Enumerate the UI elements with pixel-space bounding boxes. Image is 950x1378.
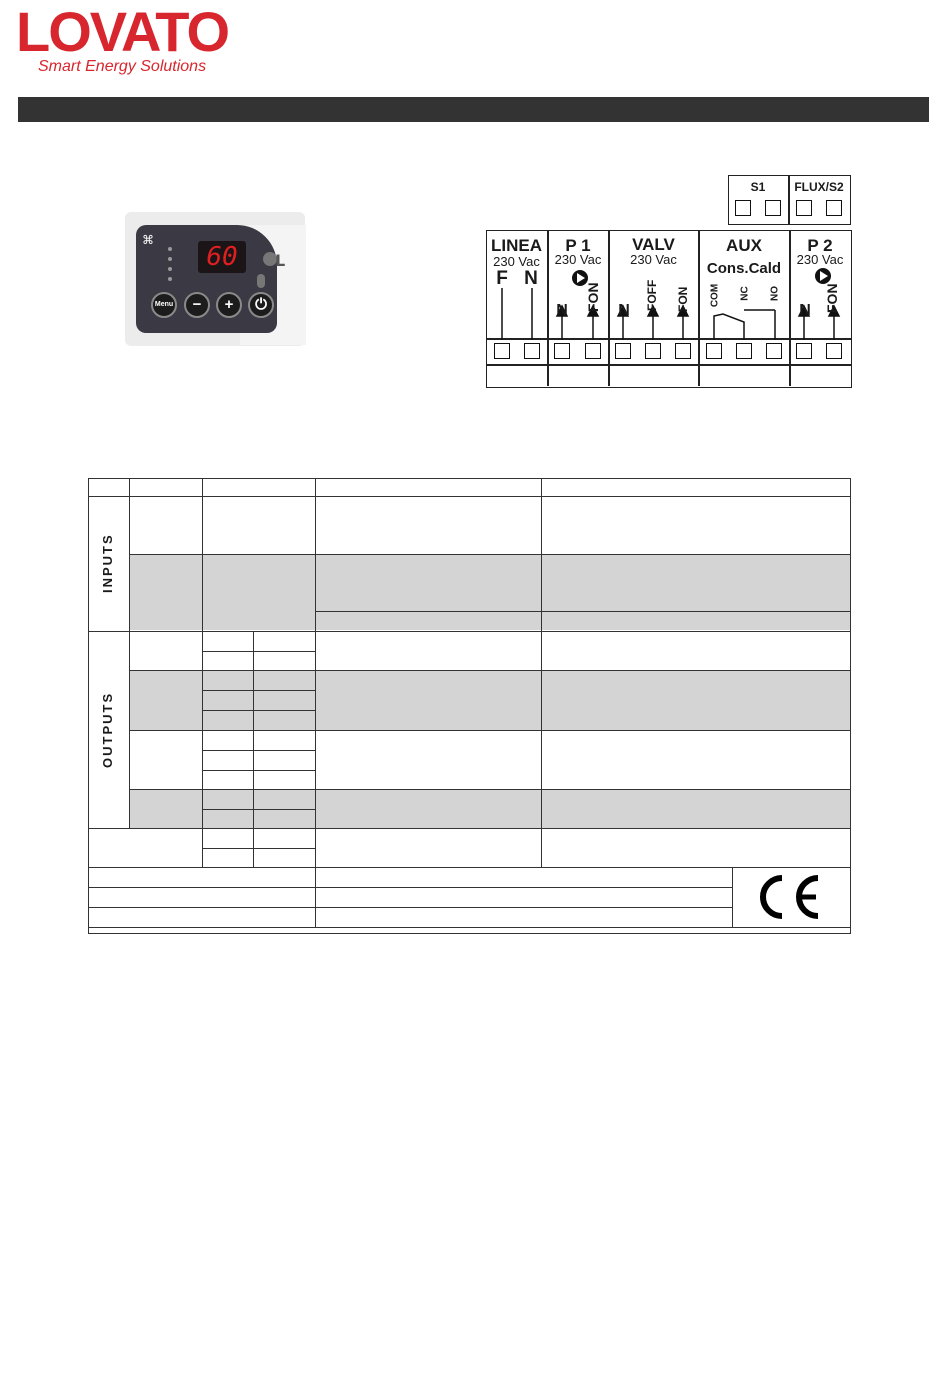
table-line <box>202 809 315 810</box>
linea-sub: 230 Vac <box>493 254 540 269</box>
terminal-screw <box>494 343 510 359</box>
minus-button[interactable]: − <box>184 292 210 318</box>
table-line <box>202 710 315 711</box>
outputs-label: OUTPUTS <box>100 691 115 768</box>
pin-label: FON <box>585 282 601 312</box>
shaded-row <box>129 554 850 630</box>
terminal-screw <box>585 343 601 359</box>
l-icon <box>262 248 286 270</box>
terminal-screw <box>675 343 691 359</box>
table-line <box>202 750 315 751</box>
terminal-screw <box>615 343 631 359</box>
p1-sub: 230 Vac <box>554 252 602 267</box>
valv-sub: 230 Vac <box>630 252 677 267</box>
terminal-screw <box>736 343 752 359</box>
table-line <box>541 478 542 867</box>
table-line <box>88 907 732 908</box>
ce-mark-icon <box>752 872 824 922</box>
terminal-screw <box>796 200 812 216</box>
wiring-arrows <box>486 260 850 340</box>
p2-sub: 230 Vac <box>796 252 844 267</box>
svg-text:L: L <box>275 251 286 270</box>
pin-label: N <box>799 302 811 319</box>
table-line <box>88 867 851 868</box>
table-line <box>732 867 733 927</box>
terminal-screw <box>765 200 781 216</box>
brand-logo: LOVATO <box>16 0 228 63</box>
pin-label: N <box>556 302 568 319</box>
aux-sub: Cons.Cald <box>706 260 782 277</box>
table-line <box>88 927 851 928</box>
shaded-row <box>129 671 850 730</box>
linea-title: LINEA <box>491 236 542 255</box>
table-line <box>202 651 315 652</box>
drop-icon <box>257 274 265 288</box>
terminal-screw <box>645 343 661 359</box>
table-line <box>129 478 130 828</box>
table-line <box>202 770 315 771</box>
p1-title: P 1 <box>565 236 591 255</box>
led-2 <box>168 257 172 261</box>
terminal-row-line <box>486 364 851 366</box>
terminal-screw <box>706 343 722 359</box>
table-line <box>202 478 203 867</box>
pump-icon: ⌘ <box>142 233 154 247</box>
pin-label: FON <box>676 286 690 312</box>
terminal-screw <box>796 343 812 359</box>
table-line <box>253 631 254 867</box>
table-line <box>129 670 851 671</box>
table-line <box>202 690 315 691</box>
led-1 <box>168 247 172 251</box>
table-line <box>129 554 851 555</box>
aux-title: AUX <box>726 236 762 255</box>
flux-s2-label: FLUX/S2 <box>794 180 844 194</box>
terminal-screw <box>826 200 842 216</box>
brand-tagline: Smart Energy Solutions <box>38 58 207 75</box>
table-line <box>315 611 851 612</box>
inputs-label: INPUTS <box>100 533 115 593</box>
terminal-screw <box>524 343 540 359</box>
pin-label: F <box>496 268 508 289</box>
device-display: 60 <box>198 241 246 273</box>
power-button[interactable]: ⏻ <box>248 292 274 318</box>
terminal-screw <box>826 343 842 359</box>
table-line <box>129 730 851 731</box>
menu-button[interactable]: Menu <box>151 292 177 318</box>
plus-button[interactable]: + <box>216 292 242 318</box>
pin-label: FON <box>824 283 840 313</box>
valv-title: VALV <box>632 235 675 254</box>
table-line <box>202 848 315 849</box>
pin-label: NO <box>769 286 781 301</box>
led-3 <box>168 267 172 271</box>
table-line <box>129 789 851 790</box>
p2-title: P 2 <box>807 236 833 255</box>
pin-label: COM <box>709 283 721 308</box>
header-bar <box>18 97 929 122</box>
pin-label: N <box>618 302 630 319</box>
terminal-screw <box>766 343 782 359</box>
led-4 <box>168 277 172 281</box>
terminal-screw <box>554 343 570 359</box>
pin-label: FOFF <box>645 279 659 311</box>
pin-label: N <box>524 268 538 289</box>
pin-label: NC <box>739 286 751 301</box>
table-line <box>315 478 316 928</box>
table-line <box>88 887 732 888</box>
s1-label: S1 <box>750 180 766 194</box>
terminal-screw <box>735 200 751 216</box>
